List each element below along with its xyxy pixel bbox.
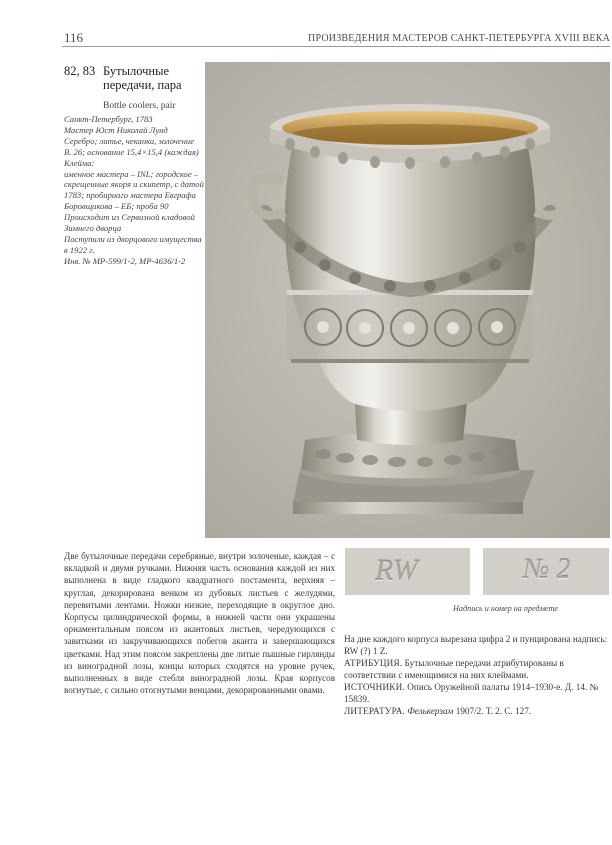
description-text: Две бутылочные передачи серебряные, внутри золоченые, каждая – с вкладкой и двумя ручками. Нижняя часть основания каждой из них выполнена в виде гладкого квадратного постамента, верхняя – круглая, декорирована венком из дубовых листьев с желудями, перевитыми лентами. Ножки низкие, переходящие в округлое дно. Корпусы цилиндрической формы, в нижней части они украшены орнаментальным поясом из акантовых листьев, чередующихся с завитками из закручивающихся побегов аканта и завершающихся цветками. Над этим поясом закреплены две литые пышные гирлянды из виноградной лозы, концы которых сходятся на уровне ручек, выполненных в виде стебля виноградной лозы. Края корпусов вогнутые, с сильно отогнутыми венцами, декорированными овами.: [64, 551, 335, 696]
attribution-text: Бутылочные передачи атрибутированы в соответствии с имеющимися на них клеймами.: [344, 658, 564, 680]
attribution-label: АТРИБУЦИЯ.: [344, 658, 403, 668]
meta-marks-label: Клейма:: [64, 157, 95, 168]
sources-note: [344, 681, 609, 705]
sources-text: Опись Оружейной палаты 1914–1930-е. Д. 14. № 15839.: [344, 682, 599, 704]
page-number: 116: [64, 30, 84, 45]
object-title: Бутылочные передачи, пара: [103, 64, 182, 92]
marks-caption: Надпись и номер на предмете: [453, 604, 558, 613]
attribution-note: [344, 657, 609, 681]
literature-note: [344, 705, 609, 717]
catalog-numbers: 82, 83: [64, 64, 96, 78]
meta-acquisition: Поступили из дворцового имущества в 1922 г.: [64, 233, 202, 255]
running-title: ПРОИЗВЕДЕНИЯ МАСТЕРОВ САНКТ-ПЕТЕРБУРГА XVIII ВЕКА: [308, 33, 610, 44]
mark-photo-initials: [345, 548, 470, 595]
meta-material: Серебро; литье, чеканка, золочение: [64, 135, 195, 146]
inscription-note: На дне каждого корпуса вырезана цифра 2 и пунцирована надпись: RW (?) 1 Z.: [344, 634, 608, 656]
mark-photo-number: [483, 548, 609, 595]
literature-author: Фелькерзам: [407, 706, 454, 716]
notes: [344, 633, 609, 717]
mark-initials-text: RW: [375, 554, 418, 587]
header-rule: [62, 46, 610, 47]
literature-label: ЛИТЕРАТУРА.: [344, 706, 406, 716]
literature-text: 1907/2. Т. 2. С. 127.: [455, 706, 532, 716]
meta-inventory: Инв. № МР-599/1-2, МР-4636/1-2: [64, 255, 186, 266]
bottle-cooler-photo: [205, 62, 610, 538]
meta-marks: именное мастера – INL; городское – скрещенные якоря и скипетр, с датой 1783; пробирного мастера Евграфа Боровщикова – ЕБ; проба 90: [64, 168, 204, 212]
meta-dimensions: В. 26; основание 15,4×15,4 (каждая): [64, 146, 199, 157]
description: [64, 550, 335, 696]
object-title-english: Bottle coolers, pair: [103, 101, 176, 111]
sources-label: ИСТОЧНИКИ.: [344, 682, 405, 692]
mark-number-text: № 2: [523, 554, 571, 585]
meta-provenance: Происходит из Сервизной кладовой Зимнего дворца: [64, 212, 195, 234]
meta-place-date: Санкт-Петербург, 1783: [64, 114, 153, 124]
object-metadata: [64, 114, 204, 267]
meta-master: Мастер Юст Николай Лунд: [64, 124, 168, 135]
